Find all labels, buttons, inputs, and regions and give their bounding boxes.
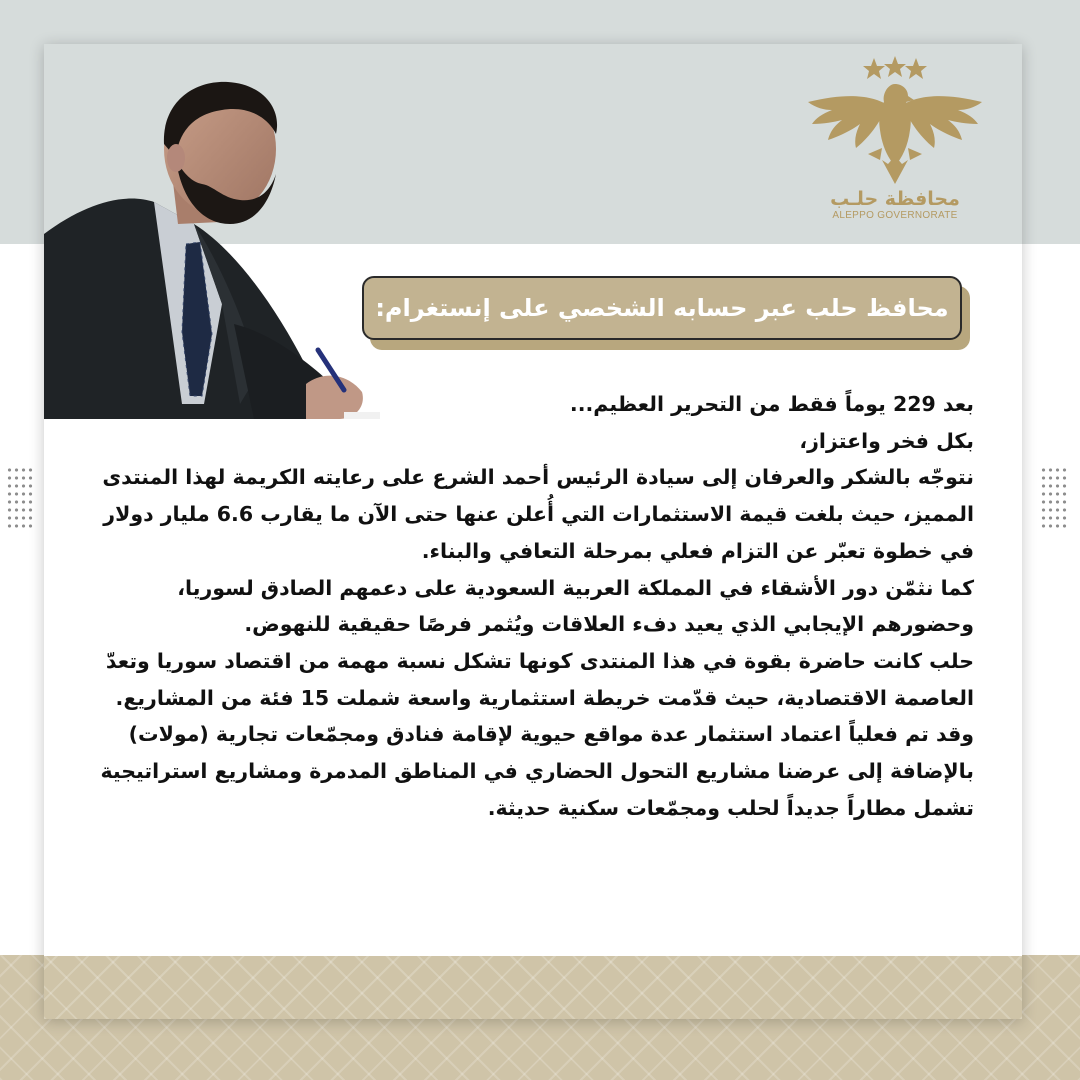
body-line: العاصمة الاقتصادية، حيث قدّمت خريطة استثمارية واسعة شملت 15 فئة من المشاريع. xyxy=(115,685,974,710)
headline-title: محافظ حلب عبر حسابه الشخصي على إنستغرام: xyxy=(362,276,962,340)
statement-body xyxy=(74,386,974,826)
decorative-dots-left xyxy=(6,466,34,528)
governor-photo xyxy=(44,74,380,419)
body-line: وحضورهم الإيجابي الذي يعيد دفء العلاقات ويُثمر فرصًا حقيقية للنهوض. xyxy=(244,612,974,637)
body-line: حلب كانت حاضرة بقوة في هذا المنتدى كونها تشكل نسبة مهمة من اقتصاد سوريا وتعدّ xyxy=(105,648,974,673)
post-card xyxy=(44,44,1022,1019)
governorate-logo xyxy=(800,56,990,246)
body-line: بكل فخر واعتزاز، xyxy=(799,428,974,453)
body-line: بالإضافة إلى عرضنا مشاريع التحول الحضاري في المناطق المدمرة ومشاريع استراتيجية xyxy=(100,759,974,784)
body-line: وقد تم فعلياً اعتماد استثمار عدة مواقع حيوية لإقامة فنادق ومجمّعات تجارية (مولات) xyxy=(128,722,974,747)
body-line: في خطوة تعبّر عن التزام فعلي بمرحلة التعافي والبناء. xyxy=(421,538,974,563)
body-line: تشمل مطاراً جديداً لحلب ومجمّعات سكنية حديثة. xyxy=(487,795,974,820)
decorative-dots-right xyxy=(1040,466,1068,528)
body-line: كما نثمّن دور الأشقاء في المملكة العربية السعودية على دعمهم الصادق لسوريا، xyxy=(177,575,974,600)
body-line: بعد 229 يوماً فقط من التحرير العظيم... xyxy=(569,392,974,416)
logo-text-english: ALEPPO GOVERNORATE xyxy=(832,210,958,221)
eagle-emblem-icon xyxy=(802,56,988,186)
body-line: المميز، حيث بلغت قيمة الاستثمارات التي أُعلن عنها حتى الآن ما يقارب 6.6 مليار دولار xyxy=(103,502,974,527)
logo-text-arabic: محافظة حلـب xyxy=(830,188,960,210)
card-pattern-band xyxy=(44,956,1022,1019)
body-line: نتوجّه بالشكر والعرفان إلى سيادة الرئيس أحمد الشرع على رعايته الكريمة لهذا المنتدى xyxy=(102,465,974,490)
headline-banner xyxy=(362,276,972,352)
